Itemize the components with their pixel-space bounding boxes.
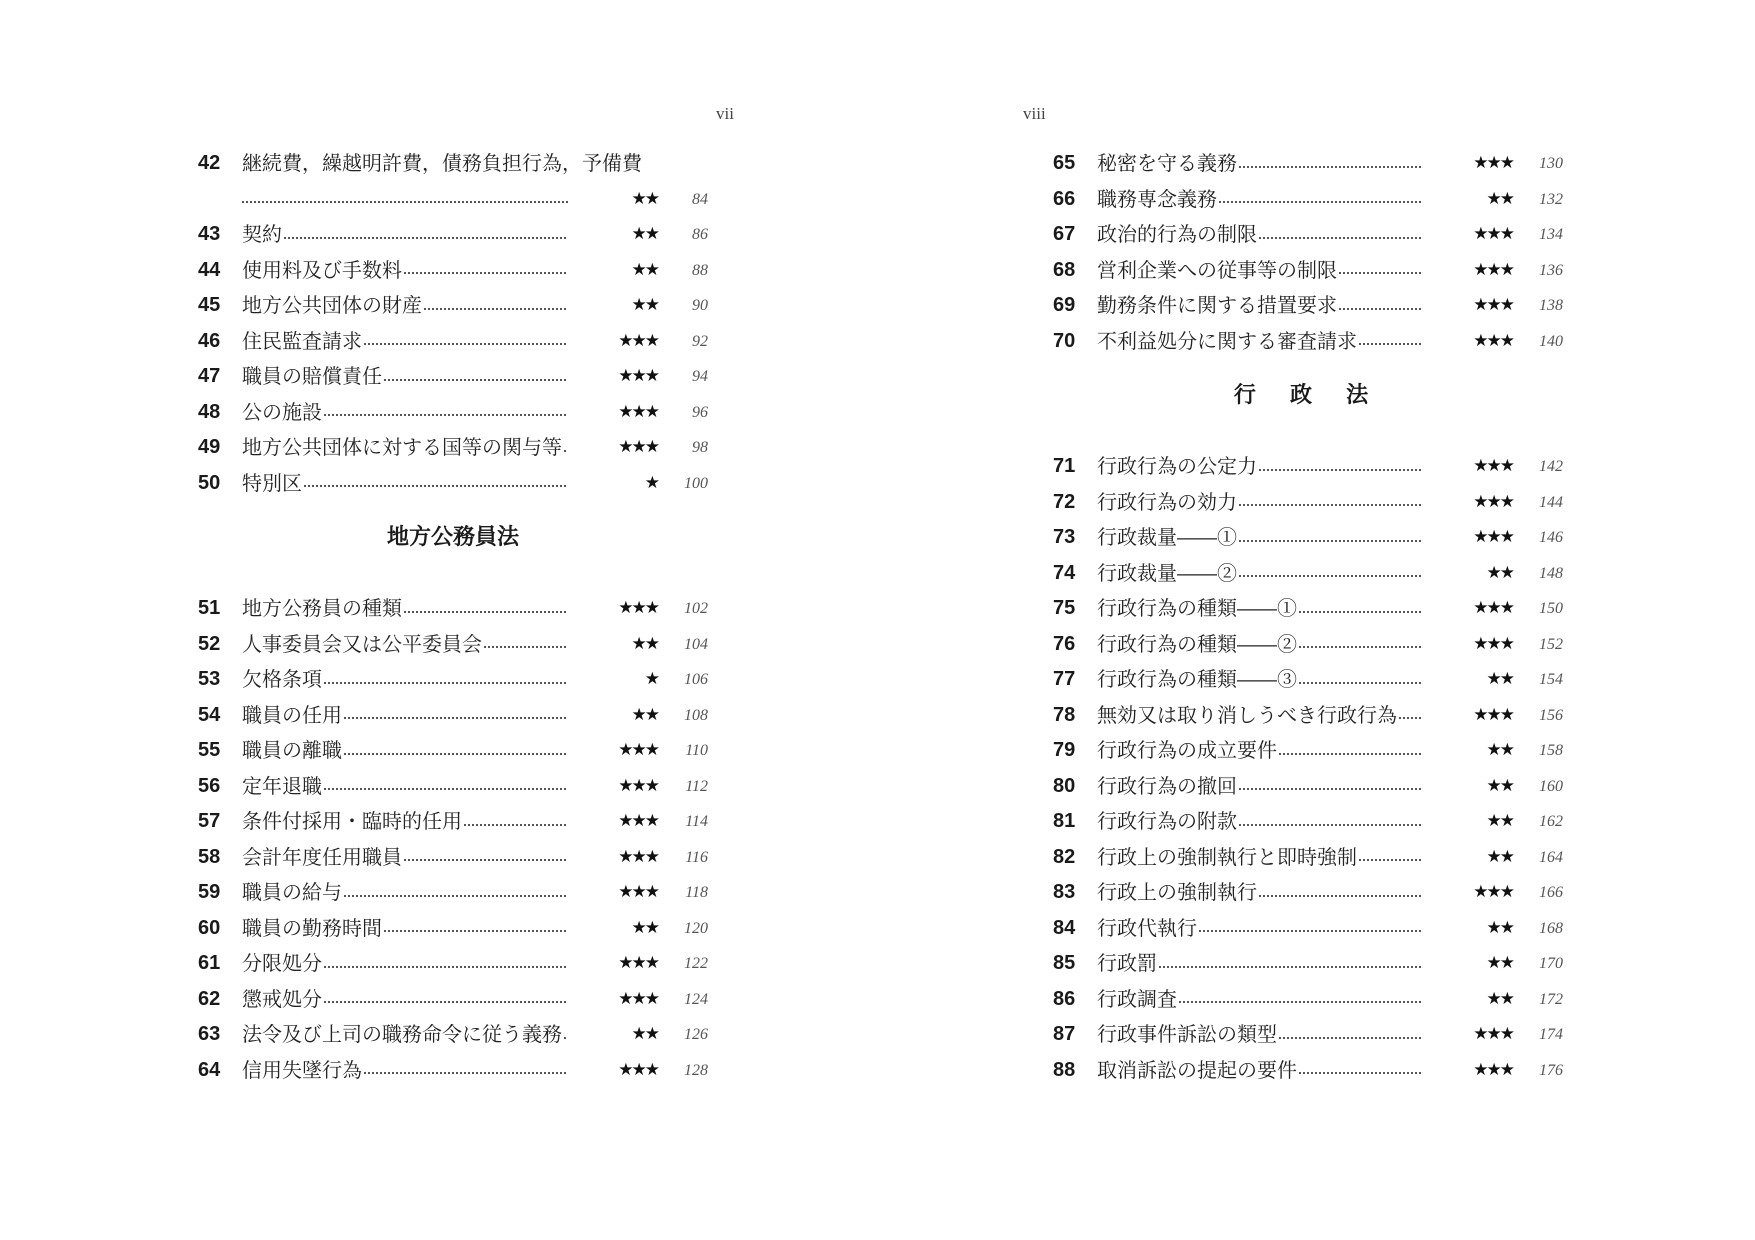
entry-page: 144 (1539, 493, 1563, 511)
dot-leader (344, 753, 566, 755)
entry-title: 住民監査請求 (242, 324, 568, 360)
toc-entry[interactable] (1053, 840, 1563, 876)
entry-page: 158 (1539, 742, 1563, 759)
toc-entry[interactable] (198, 217, 708, 253)
entry-title: 営利企業への従事等の制限 (1097, 253, 1423, 289)
toc-entry[interactable] (1053, 627, 1563, 663)
entry-number: 49 (198, 436, 221, 458)
entry-title: 契約 (242, 217, 568, 253)
dot-leader (1299, 646, 1421, 648)
entry-number: 59 (198, 881, 221, 903)
toc-entry[interactable] (1053, 911, 1563, 947)
dot-leader (1199, 930, 1421, 932)
entry-number: 42 (198, 152, 221, 174)
dot-leader (242, 182, 568, 218)
entry-page: 116 (685, 848, 708, 866)
toc-entry[interactable] (1053, 733, 1563, 769)
toc-entry[interactable] (1053, 449, 1563, 485)
entry-number: 78 (1053, 703, 1076, 726)
entry-title: 行政行為の附款 (1097, 804, 1423, 840)
importance-stars: ★★★ (618, 401, 658, 422)
entry-page: 128 (684, 1061, 708, 1079)
entry-number: 56 (198, 774, 221, 797)
importance-stars: ★★★ (1473, 456, 1513, 476)
entry-page: 150 (1539, 600, 1563, 617)
toc-entry[interactable] (198, 359, 708, 395)
importance-stars: ★★ (631, 917, 658, 938)
entry-title: 行政行為の成立要件 (1097, 733, 1423, 769)
toc-entry[interactable] (198, 698, 708, 734)
dot-leader (1359, 343, 1421, 345)
toc-entry[interactable] (1053, 591, 1563, 627)
dot-leader (364, 1072, 566, 1074)
entry-number: 70 (1053, 329, 1076, 352)
entry-page: 94 (692, 368, 708, 385)
entry-title: 行政行為の種類――③ (1097, 662, 1423, 698)
page-number-left: vii (716, 104, 734, 123)
toc-entry[interactable] (198, 430, 708, 466)
toc-column-left (198, 146, 708, 1088)
importance-stars: ★★★ (1473, 491, 1513, 512)
dot-leader (484, 646, 566, 648)
dot-leader (424, 308, 566, 310)
importance-stars: ★★★ (618, 811, 658, 831)
dot-leader (1239, 504, 1421, 506)
dot-leader (284, 237, 566, 239)
dot-leader (1239, 788, 1421, 790)
importance-stars: ★★★ (1473, 704, 1513, 725)
importance-stars: ★★ (631, 704, 658, 725)
section-heading-chiho-komuin-ho: 地方公務員法 (386, 524, 519, 549)
importance-stars: ★★★ (1473, 330, 1513, 351)
entry-title: 公の施設 (242, 395, 568, 431)
entry-number: 44 (198, 258, 221, 281)
entry-page: 142 (1539, 458, 1563, 475)
entry-page: 138 (1539, 297, 1563, 314)
importance-stars: ★★ (1486, 669, 1513, 689)
entry-title: 地方公共団体に対する国等の関与等 (242, 430, 568, 466)
entry-number: 85 (1053, 952, 1076, 974)
importance-stars: ★★★ (618, 988, 658, 1009)
entry-title: 職員の勤務時間 (242, 911, 568, 947)
entry-page: 112 (685, 777, 708, 795)
importance-stars: ★★ (1486, 846, 1513, 867)
importance-stars: ★ (644, 472, 658, 493)
entry-title: 勤務条件に関する措置要求 (1097, 288, 1423, 324)
entry-page: 92 (692, 332, 708, 350)
importance-stars: ★★ (1486, 775, 1513, 796)
entry-title: 分限処分 (242, 946, 568, 982)
entry-page: 106 (684, 671, 708, 688)
entry-title: 職員の任用 (242, 698, 568, 734)
toc-entry[interactable] (198, 769, 708, 805)
dot-leader (324, 1001, 566, 1003)
importance-stars: ★★★ (618, 330, 658, 351)
dot-leader (1259, 237, 1421, 239)
entry-title: 人事委員会又は公平委員会 (242, 627, 568, 663)
dot-leader (1259, 469, 1421, 471)
toc-column-right (1053, 146, 1563, 1088)
entry-page: 148 (1539, 564, 1563, 582)
entry-page: 122 (684, 955, 708, 972)
importance-stars: ★★★ (1473, 1059, 1513, 1080)
entry-number: 52 (198, 632, 221, 655)
entry-title: 行政調査 (1097, 982, 1423, 1018)
entry-number: 72 (1053, 490, 1076, 513)
entry-number: 65 (1053, 152, 1076, 174)
entry-page: 156 (1539, 706, 1563, 724)
dot-leader (1179, 1001, 1421, 1003)
entry-number: 73 (1053, 526, 1076, 548)
entry-title: 行政事件訴訟の類型 (1097, 1017, 1423, 1053)
entry-number: 75 (1053, 597, 1076, 619)
importance-stars: ★★ (1486, 988, 1513, 1009)
dot-leader (324, 966, 566, 968)
entry-number: 53 (198, 668, 221, 690)
entry-number: 60 (198, 916, 221, 939)
dot-leader (1239, 166, 1421, 168)
entry-title: 会計年度任用職員 (242, 840, 568, 876)
toc-entry[interactable] (198, 733, 708, 769)
toc-entry[interactable] (198, 1053, 708, 1089)
entry-page: 168 (1539, 919, 1563, 937)
dot-leader (1339, 272, 1421, 274)
entry-page: 164 (1539, 848, 1563, 866)
entry-number: 68 (1053, 258, 1076, 281)
importance-stars: ★★ (631, 188, 658, 209)
toc-entry[interactable] (1053, 288, 1563, 324)
toc-entry[interactable] (198, 146, 708, 182)
entry-title: 行政行為の公定力 (1097, 449, 1423, 485)
importance-stars: ★★★ (618, 366, 658, 386)
importance-stars: ★★★ (1473, 224, 1513, 244)
toc-entry[interactable] (1053, 253, 1563, 289)
entry-title: 欠格条項 (242, 662, 568, 698)
entry-title: 行政行為の効力 (1097, 485, 1423, 521)
entry-number: 58 (198, 845, 221, 868)
entry-title: 行政上の強制執行と即時強制 (1097, 840, 1423, 876)
dot-leader (1299, 682, 1421, 684)
dot-leader (1279, 753, 1421, 755)
importance-stars: ★★★ (618, 1059, 658, 1080)
entry-page: 140 (1539, 332, 1563, 350)
entry-number: 80 (1053, 774, 1076, 797)
dot-leader (384, 930, 566, 932)
importance-stars: ★★ (631, 1024, 658, 1044)
page-number-right: viii (1023, 104, 1046, 123)
entry-page: 96 (692, 403, 708, 421)
entry-page: 90 (692, 297, 708, 314)
entry-page: 88 (692, 261, 708, 279)
entry-number: 74 (1053, 561, 1076, 584)
toc-entry[interactable] (1053, 1053, 1563, 1089)
entry-number: 54 (198, 703, 221, 726)
toc-entry[interactable] (198, 662, 708, 698)
entry-number: 47 (198, 365, 221, 387)
importance-stars: ★★★ (1473, 598, 1513, 618)
entry-number: 69 (1053, 294, 1076, 316)
toc-entry[interactable] (198, 288, 708, 324)
dot-leader (344, 717, 566, 719)
dot-leader (344, 895, 566, 897)
toc-entry[interactable] (1053, 804, 1563, 840)
importance-stars: ★★★ (1473, 259, 1513, 280)
entry-title: 条件付採用・臨時的任用 (242, 804, 568, 840)
importance-stars: ★★★ (618, 598, 658, 618)
entry-title: 定年退職 (242, 769, 568, 805)
entry-title: 行政行為の撤回 (1097, 769, 1423, 805)
entry-page: 160 (1539, 777, 1563, 795)
entry-title: 使用料及び手数料 (242, 253, 568, 289)
entry-number: 67 (1053, 223, 1076, 245)
entry-page: 172 (1539, 990, 1563, 1008)
entry-title: 行政行為の種類――① (1097, 591, 1423, 627)
entry-title: 継続費，繰越明許費，債務負担行為，予備費 (242, 151, 642, 175)
entry-page: 132 (1539, 190, 1563, 208)
section-heading-gyosei-ho: 行 政 法 (1233, 382, 1383, 407)
importance-stars: ★★★ (618, 846, 658, 867)
entry-page: 84 (692, 190, 708, 208)
toc-entry[interactable] (198, 395, 708, 431)
dot-leader (1239, 575, 1421, 577)
entry-number: 81 (1053, 810, 1076, 832)
entry-title: 地方公務員の種類 (242, 591, 568, 627)
toc-entry[interactable] (1053, 556, 1563, 592)
entry-number: 66 (1053, 187, 1076, 210)
entry-title: 職員の給与 (242, 875, 568, 911)
entry-number: 86 (1053, 987, 1076, 1010)
toc-entry-continuation[interactable] (198, 182, 708, 218)
entry-number: 51 (198, 597, 221, 619)
entry-number: 50 (198, 471, 221, 494)
entry-page: 152 (1539, 635, 1563, 653)
entry-number: 63 (198, 1023, 221, 1045)
entry-page: 102 (684, 600, 708, 617)
importance-stars: ★★★ (618, 953, 658, 973)
entry-page: 166 (1539, 884, 1563, 901)
entry-title: 無効又は取り消しうべき行政行為 (1097, 698, 1423, 734)
toc-entry[interactable] (198, 627, 708, 663)
entry-number: 46 (198, 329, 221, 352)
entry-number: 84 (1053, 916, 1076, 939)
importance-stars: ★★★ (618, 882, 658, 902)
entry-title: 行政罰 (1097, 946, 1423, 982)
entry-title: 行政裁量――① (1097, 520, 1423, 556)
entry-page: 104 (684, 635, 708, 653)
entry-page: 162 (1539, 813, 1563, 830)
importance-stars: ★★ (631, 224, 658, 244)
entry-title: 職員の賠償責任 (242, 359, 568, 395)
importance-stars: ★★★ (1473, 295, 1513, 315)
entry-title: 政治的行為の制限 (1097, 217, 1423, 253)
entry-page: 176 (1539, 1061, 1563, 1079)
dot-leader (1239, 824, 1421, 826)
toc-entry[interactable] (198, 466, 708, 502)
toc-entry[interactable] (1053, 146, 1563, 182)
entry-title: 法令及び上司の職務命令に従う義務 (242, 1017, 568, 1053)
dot-leader (1399, 717, 1421, 719)
toc-entry[interactable] (1053, 982, 1563, 1018)
entry-number: 82 (1053, 845, 1076, 868)
toc-entry[interactable] (1053, 946, 1563, 982)
entry-title: 職員の離職 (242, 733, 568, 769)
entry-number: 55 (198, 739, 221, 761)
entry-number: 71 (1053, 455, 1076, 477)
importance-stars: ★★★ (1473, 153, 1513, 173)
dot-leader (1259, 895, 1421, 897)
entry-number: 45 (198, 294, 221, 316)
entry-title: 行政行為の種類――② (1097, 627, 1423, 663)
entry-number: 87 (1053, 1023, 1076, 1045)
entry-number: 77 (1053, 668, 1076, 690)
entry-page: 154 (1539, 671, 1563, 688)
dot-leader (324, 788, 566, 790)
entry-title: 不利益処分に関する審査請求 (1097, 324, 1423, 360)
importance-stars: ★★ (1486, 811, 1513, 831)
entry-page: 100 (684, 474, 708, 492)
dot-leader (1219, 201, 1421, 203)
importance-stars: ★★★ (618, 740, 658, 760)
dot-leader (324, 414, 566, 416)
entry-title: 行政裁量――② (1097, 556, 1423, 592)
toc-entry[interactable] (198, 875, 708, 911)
dot-leader (324, 682, 566, 684)
dot-leader (1239, 540, 1421, 542)
importance-stars: ★★ (1486, 740, 1513, 760)
toc-entry[interactable] (198, 1017, 708, 1053)
toc-entry[interactable] (1053, 182, 1563, 218)
entry-page: 120 (684, 919, 708, 937)
entry-title: 信用失墜行為 (242, 1053, 568, 1089)
entry-number: 64 (198, 1058, 221, 1081)
entry-page: 114 (685, 813, 708, 830)
dot-leader (1299, 1072, 1421, 1074)
importance-stars: ★★ (631, 295, 658, 315)
toc-entry[interactable] (198, 591, 708, 627)
importance-stars: ★ (644, 669, 658, 689)
entry-number: 48 (198, 400, 221, 423)
dot-leader (404, 272, 566, 274)
toc-entry[interactable] (198, 911, 708, 947)
entry-title: 職務専念義務 (1097, 182, 1423, 218)
toc-entry[interactable] (1053, 324, 1563, 360)
entry-page: 86 (692, 226, 708, 243)
entry-number: 43 (198, 223, 221, 245)
dot-leader (384, 379, 566, 381)
toc-entry[interactable] (1053, 875, 1563, 911)
dot-leader (1279, 1037, 1421, 1039)
dot-leader (1359, 859, 1421, 861)
importance-stars: ★★ (631, 259, 658, 280)
entry-page: 98 (692, 439, 708, 456)
entry-page: 124 (684, 990, 708, 1008)
dot-leader (1339, 308, 1421, 310)
toc-entry[interactable] (198, 946, 708, 982)
toc-entry[interactable] (1053, 698, 1563, 734)
entry-number: 76 (1053, 632, 1076, 655)
entry-title: 行政代執行 (1097, 911, 1423, 947)
entry-number: 83 (1053, 881, 1076, 903)
entry-title: 地方公共団体の財産 (242, 288, 568, 324)
toc-entry[interactable] (1053, 769, 1563, 805)
importance-stars: ★★★ (618, 437, 658, 457)
importance-stars: ★★★ (618, 775, 658, 796)
toc-entry[interactable] (1053, 485, 1563, 521)
dot-leader (364, 343, 566, 345)
entry-page: 108 (684, 706, 708, 724)
entry-title: 取消訴訟の提起の要件 (1097, 1053, 1423, 1089)
importance-stars: ★★★ (1473, 527, 1513, 547)
toc-entry[interactable] (1053, 520, 1563, 556)
entry-page: 136 (1539, 261, 1563, 279)
dot-leader (464, 824, 566, 826)
importance-stars: ★★ (1486, 562, 1513, 583)
entry-title: 行政上の強制執行 (1097, 875, 1423, 911)
toc-entry[interactable] (198, 804, 708, 840)
entry-title: 懲戒処分 (242, 982, 568, 1018)
entry-title: 秘密を守る義務 (1097, 146, 1423, 182)
entry-page: 118 (685, 884, 708, 901)
importance-stars: ★★ (1486, 188, 1513, 209)
importance-stars: ★★★ (1473, 633, 1513, 654)
importance-stars: ★★ (631, 633, 658, 654)
dot-leader (1159, 966, 1421, 968)
importance-stars: ★★★ (1473, 882, 1513, 902)
toc-entry[interactable] (198, 253, 708, 289)
entry-page: 146 (1539, 529, 1563, 546)
entry-page: 110 (685, 742, 708, 759)
entry-page: 134 (1539, 226, 1563, 243)
entry-page: 170 (1539, 955, 1563, 972)
entry-page: 174 (1539, 1026, 1563, 1043)
entry-number: 79 (1053, 739, 1076, 761)
entry-number: 61 (198, 952, 221, 974)
importance-stars: ★★★ (1473, 1024, 1513, 1044)
entry-number: 57 (198, 810, 221, 832)
toc-entry[interactable] (198, 840, 708, 876)
entry-page: 130 (1539, 155, 1563, 172)
importance-stars: ★★ (1486, 917, 1513, 938)
toc-entry[interactable] (198, 982, 708, 1018)
dot-leader (1299, 611, 1421, 613)
toc-entry[interactable] (1053, 1017, 1563, 1053)
importance-stars: ★★ (1486, 953, 1513, 973)
dot-leader (404, 611, 566, 613)
toc-entry[interactable] (1053, 217, 1563, 253)
entry-page: 126 (684, 1026, 708, 1043)
toc-entry[interactable] (198, 324, 708, 360)
toc-entry[interactable] (1053, 662, 1563, 698)
entry-number: 62 (198, 987, 221, 1010)
dot-leader (404, 859, 566, 861)
entry-number: 88 (1053, 1058, 1076, 1081)
dot-leader (304, 485, 566, 487)
entry-title: 特別区 (242, 466, 568, 502)
